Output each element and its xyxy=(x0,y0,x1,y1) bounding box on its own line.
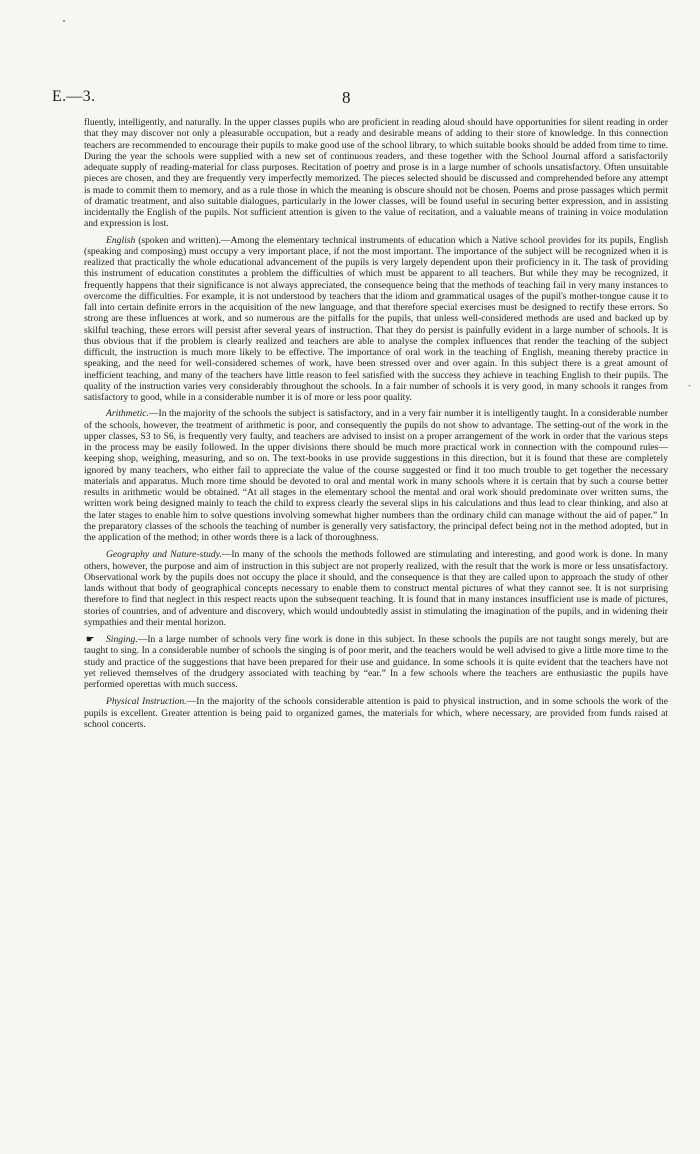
page-number: 8 xyxy=(342,88,351,107)
paragraph-text: —In a large number of schools very fine work is done in this subject. In these schools the pupils are not taught songs merely, but are taught to sing. In a considerable number of schools the singing is of poor merit, and the teachers would be well advised to give a little more time to the study and practice of the suggestions that have been prepared for their use and guidance. In some schools it is quite evident that the teachers have not yet relieved themselves of the drudgery associated with teaching by “ear.” In a few schools where the teachers are enthusiastic the pupils have performed operettas with much success. xyxy=(84,634,668,690)
paragraph-text: —In the majority of the schools the subject is satisfactory, and in a very fair number it is intelligently taught. In a considerable number of the schools, however, the treatment of arithmetic is poor, and consequently the pupils do not show to advantage. The setting-out of the work in the upper classes, S3 to S6, is frequently very faulty, and teachers are advised to insist on a proper arrangement of the work in order that the various steps in the process may be easily followed. In the upper divisions there should be much more practical work in connection with the compound rules—keeping shop, weighing, measuring, and so on. The text-books in use provide suggestions in this direction, but it is found that these are completely ignored by many teachers, who either fail to appreciate the value of the course suggested or find it too much trouble to get together the necessary materials and apparatus. Much more time should be devoted to oral and mental work in many schools where it is certain that by such a course better results in arithmetic would be obtained. “At all stages in the elementary school the mental and oral work should predominate over written sums, the written work being designed mainly to teach the child to express clearly the several slips in his calculations and thus lead to clear thinking, and also at the later stages to enable him to solve questions involving somewhat higher numbers than the ordinary child can manage without the aid of paper.” In the preparatory classes of the schools the teaching of number is generally very satisfactory, the principal defect being not in the method adopted, but in the application of the method; in other words there is a lack of thoroughness. xyxy=(84,408,668,543)
paragraph-arithmetic xyxy=(84,408,668,543)
paragraph-text: —In the majority of the schools considerable attention is paid to physical instruction, and in some schools the work of the pupils is excellent. Greater attention is being paid to organized games, the materials for which, where necessary, are provided from funds raised at school concerts. xyxy=(84,696,668,730)
paragraph-geography xyxy=(84,549,668,628)
section-title-arithmetic: Arithmetic. xyxy=(106,408,149,420)
paragraph-english xyxy=(84,235,668,404)
section-title-singing: Singing. xyxy=(106,634,138,645)
paragraph-reading-continued xyxy=(84,117,668,230)
paragraph-physical-instruction xyxy=(84,696,668,730)
section-title-english: English xyxy=(106,234,136,246)
report-body xyxy=(84,117,668,735)
scan-speck xyxy=(63,20,65,22)
margin-mark: - xyxy=(688,380,691,390)
pointing-hand-icon: ☛ xyxy=(86,634,95,644)
paragraph-text: fluently, intelligently, and naturally. In the upper classes pupils who are proficient in reading aloud should have opportunities for silent reading in order that they may discover not only a pleasurable occupation, but a ready and desirable means of adding to their store of knowledge. In this connection teachers are recommended to encourage their pupils to make good use of the school library, to which suitable books should be added from time to time. During the year the schools were supplied with a new set of continuous readers, and these together with the School Journal afford a satisfactorily adequate supply of reading-material for class purposes. Recitation of poetry and prose is in a large number of schools unsatisfactory. Often unsuitable pieces are chosen, and they are frequently very imperfectly memorized. The pieces selected should be discussed and comprehended before any attempt is made to commit them to memory, and as a rule those in which the meaning is obscure should not be chosen. Poems and prose passages which permit of dramatic treatment, and also suitable dialogues, particularly in the lower classes, will be found useful in securing better expression, and in assisting incidentally the English of the pupils. Not sufficient attention is given to the value of recitation, and a valuable means of training in voice modulation and expression is lost. xyxy=(84,117,668,230)
paragraph-text: (spoken and written).—Among the elementary technical instruments of education which a Native school provides for its pupils, English (speaking and composing) must occupy a very important place, if not the most important. The importance of the subject will be recognized when it is realized that practically the whole educational advancement of the pupils is very largely dependent upon their proficiency in it. The task of providing this instrument of education constitutes a problem the difficulties of which must be apparent to all teachers. But while they may be recognized, it frequently happens that their significance is not always appreciated, the consequence being that the methods of teaching fail in very many instances to overcome the difficulties. For example, it is not understood by teachers that the idiom and grammatical usages of the pupil's mother-tongue cause it to fall into certain definite errors in the acquisition of the new language, and that therefore special exercises must be designed to rectify these errors. So strong are these influences at work, and so numerous are the pitfalls for the pupils, that unless well-considered methods are used and backed up by skilful teaching, these errors will persist after several years of instruction. That they do persist is painfully evident in a large number of schools. It is thus obvious that if the problem is clearly realized and teachers are able to analyse the complex influences that render the teaching of the subject difficult, the instruction is much more likely to be effective. The importance of oral work in the teaching of English, meaning thereby practice in speaking, and the need for well-considered schemes of work, have been stressed over and over again. In this subject there is a great amount of inefficient teaching, and many of the teachers have little reason to feel satisfied with the success they achieve in teaching English to their pupils. The quality of the instruction varies very considerably throughout the schools. In a fair number of schools it is very good, in many schools it ranges from satisfactory to good, while in a considerable number it is of more or less poor quality. xyxy=(84,234,668,403)
section-title-geography: Geography and Nature-study. xyxy=(106,549,222,561)
page-header xyxy=(52,88,662,112)
paragraph-singing xyxy=(84,634,668,690)
paragraph-text: —In many of the schools the methods followed are stimulating and interesting, and good work is done. In many others, however, the purpose and aim of instruction in this subject are not properly realized, with the result that the work is more or less unsatisfactory. Observational work by the pupils does not occupy the place it should, and the consequence is that they are called upon to approach the study of other lands without that body of geographical concepts necessary to enable them to construct mental pictures of what they cannot see. It is not surprising therefore to find that neglect in this respect reacts upon the subsequent teaching. It is found that in many instances insufficient use is made of pictures, stories of countries, and of adventure and discovery, which would undoubtedly assist in stimulating the imagination of the pupils, and in widening their sympathies and their mental horizon. xyxy=(84,549,668,628)
section-title-physical-instruction: Physical Instruction. xyxy=(106,696,187,708)
document-reference: E.—3. xyxy=(52,88,96,105)
